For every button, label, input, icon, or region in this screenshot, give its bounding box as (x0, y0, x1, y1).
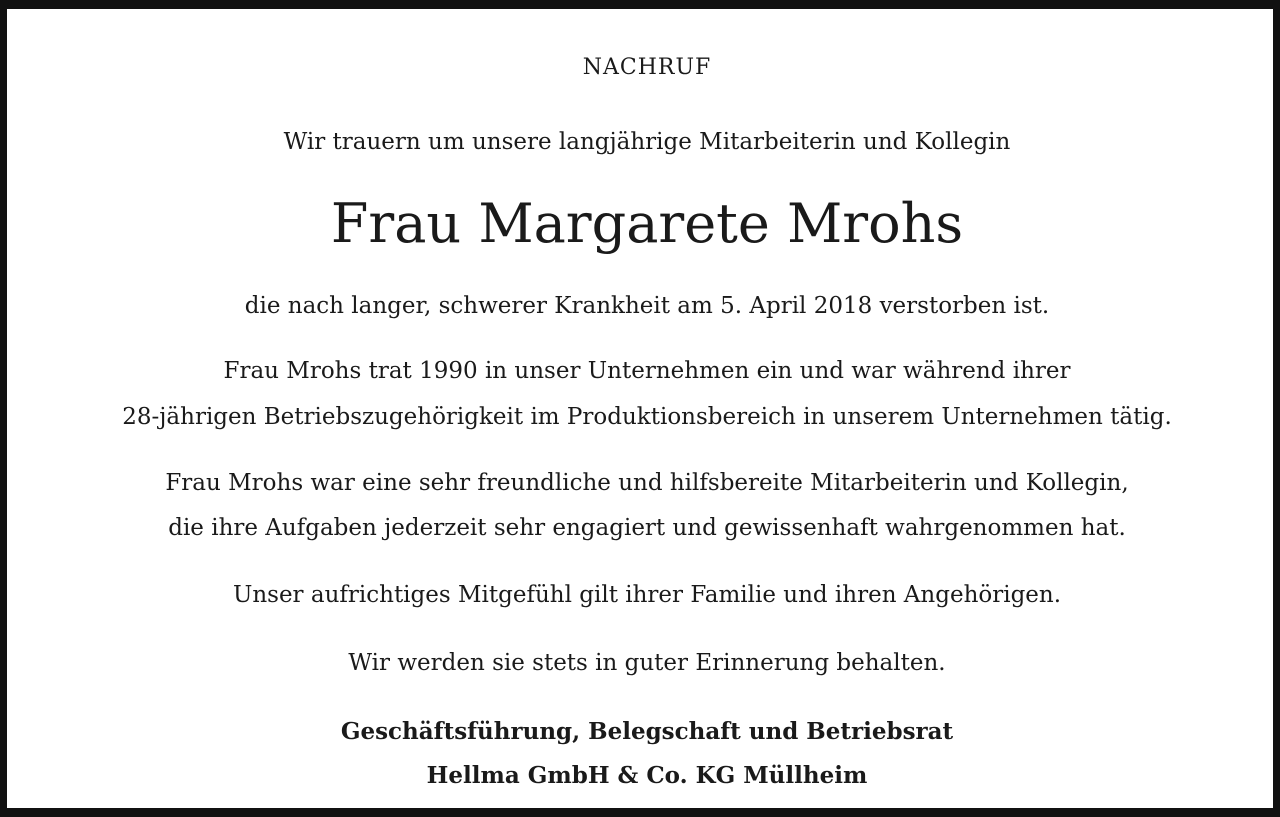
body-line-death-date: die nach langer, schwerer Krankheit am 5. April 2018 verstorben ist. (244, 293, 1050, 319)
body-line-remembrance: Wir werden sie stets in guter Erinnerung behalten. (348, 650, 946, 676)
body-line-character: Frau Mrohs war eine sehr freundliche und hilfsbereite Mitarbeiterin und Kollegin, (165, 470, 1129, 496)
notice-heading: NACHRUF (582, 55, 712, 80)
body-line-career-duration: 28-jährigen Betriebszugehörigkeit im Produktionsbereich in unserem Unternehmen tätig. (122, 404, 1172, 430)
body-line-career-start: Frau Mrohs trat 1990 in unser Unternehmen ein und war während ihrer (223, 358, 1071, 384)
deceased-name: Frau Margarete Mrohs (330, 192, 964, 255)
intro-text: Wir trauern um unsere langjährige Mitarbeiterin und Kollegin (283, 129, 1011, 155)
signature-company: Hellma GmbH & Co. KG Müllheim (426, 762, 868, 789)
signature-groups: Geschäftsführung, Belegschaft und Betriebsrat (340, 718, 954, 745)
body-line-dedication: die ihre Aufgaben jederzeit sehr engagiert und gewissenhaft wahrgenommen hat. (168, 515, 1126, 541)
body-line-condolence: Unser aufrichtiges Mitgefühl gilt ihrer Familie und ihren Angehörigen. (232, 582, 1062, 608)
